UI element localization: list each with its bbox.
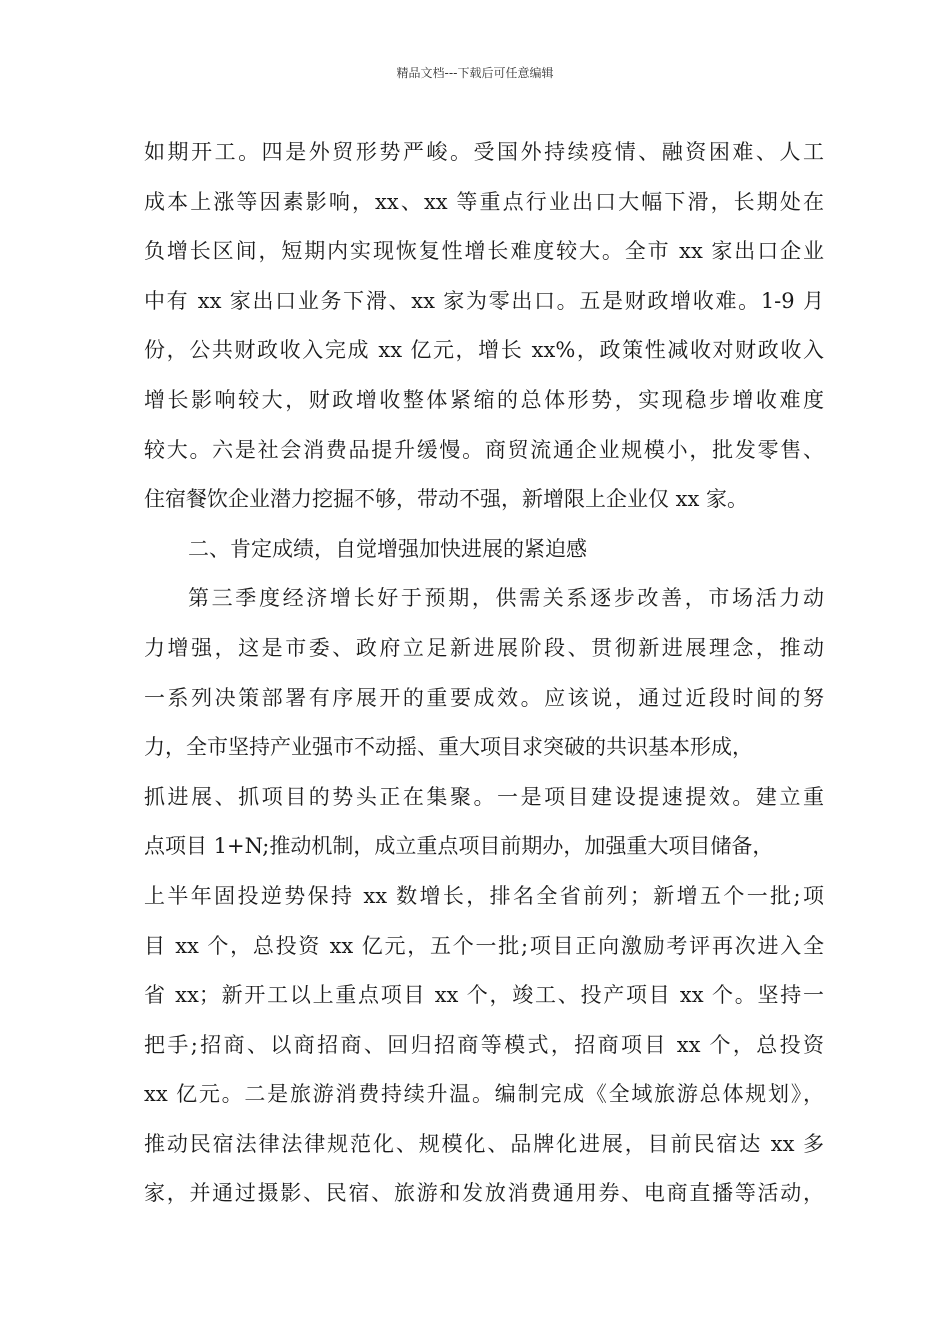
text-line: 较大。六是社会消费品提升缓慢。商贸流通企业规模小，批发零售、 bbox=[144, 437, 824, 462]
text-line: xx 亿元。二是旅游消费持续升温。编制完成《全域旅游总体规划》， bbox=[144, 1082, 824, 1107]
text-line: 目 xx 个，总投资 xx 亿元，五个一批;项目正向激励考评再次进入全 bbox=[144, 933, 824, 958]
text-line: 家，并通过摄影、民宿、旅游和发放消费通用券、电商直播等活动， bbox=[144, 1181, 824, 1206]
text-line: 把手;招商、以商招商、回归招商等模式，招商项目 xx 个，总投资 bbox=[144, 1032, 824, 1057]
text-line: 如期开工。四是外贸形势严峻。受国外持续疫情、融资困难、人工 bbox=[144, 140, 824, 164]
text-line: 点项目 1+N;推动机制，成立重点项目前期办，加强重大项目储备， bbox=[144, 834, 774, 859]
text-line: 负增长区间，短期内实现恢复性增长难度较大。全市 xx 家出口企业 bbox=[144, 239, 824, 264]
text-line: 中有 xx 家出口业务下滑、xx 家为零出口。五是财政增收难。1-9 月 bbox=[144, 288, 824, 313]
text-line: 增长影响较大，财政增收整体紧缩的总体形势，实现稳步增收难度 bbox=[144, 387, 824, 412]
text-line: 第三季度经济增长好于预期，供需关系逐步改善，市场活力动 bbox=[188, 586, 824, 611]
document-body bbox=[144, 128, 824, 1219]
text-line: 力增强，这是市委、政府立足新进展阶段、贯彻新进展理念，推动 bbox=[144, 635, 824, 660]
text-line: 二、肯定成绩，自觉增强加快进展的紧迫感 bbox=[188, 536, 587, 561]
text-line: 省 xx；新开工以上重点项目 xx 个，竣工、投产项目 xx 个。坚持一 bbox=[144, 983, 824, 1008]
text-line: 力，全市坚持产业强市不动摇、重大项目求突破的共识基本形成， bbox=[144, 735, 753, 760]
text-line: 份，公共财政收入完成 xx 亿元，增长 xx%，政策性减收对财政收入 bbox=[144, 338, 824, 363]
page-header: 精品文档---下载后可任意编辑 bbox=[396, 66, 554, 80]
text-line: 住宿餐饮企业潜力挖掘不够，带动不强，新增限上企业仅 xx 家。 bbox=[144, 487, 749, 512]
text-line: 推动民宿法律法律规范化、规模化、品牌化进展，目前民宿达 xx 多 bbox=[144, 1131, 824, 1156]
text-line: 成本上涨等因素影响，xx、xx 等重点行业出口大幅下滑，长期处在 bbox=[144, 189, 824, 214]
text-line: 抓进展、抓项目的势头正在集聚。一是项目建设提速提效。建立重 bbox=[144, 784, 824, 809]
text-line: 上半年固投逆势保持 xx 数增长，排名全省前列；新增五个一批;项 bbox=[144, 883, 824, 908]
text-line: 一系列决策部署有序展开的重要成效。应该说，通过近段时间的努 bbox=[144, 685, 824, 710]
